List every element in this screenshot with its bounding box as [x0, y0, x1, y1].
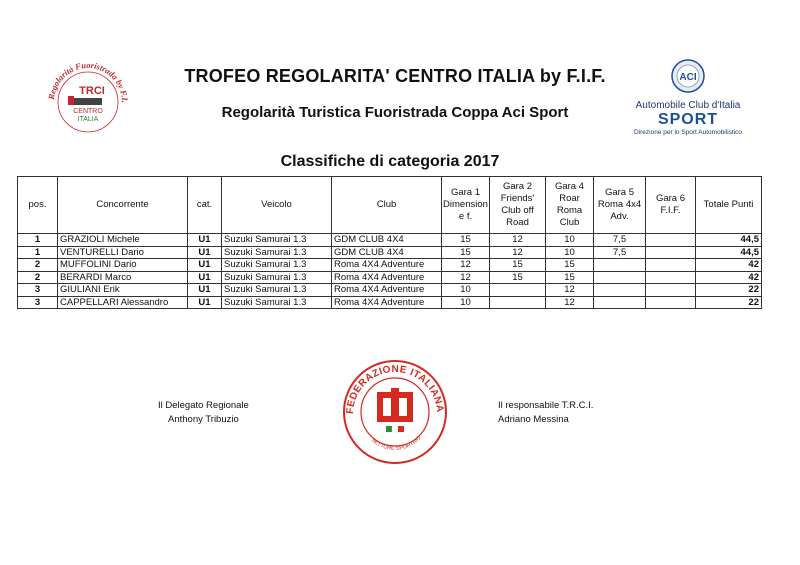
cell-g6	[646, 296, 696, 309]
cell-total: 42	[696, 271, 762, 284]
cell-vehicle: Suzuki Samurai 1.3	[222, 271, 332, 284]
cell-g2: 12	[490, 246, 546, 259]
cell-g1: 15	[442, 246, 490, 259]
cell-g1: 12	[442, 259, 490, 272]
cell-cat: U1	[188, 284, 222, 297]
cell-g4: 15	[546, 259, 594, 272]
table-row	[18, 271, 762, 284]
svg-text:SETTORE SPORTIVO	[370, 435, 423, 452]
table-row	[18, 284, 762, 297]
trci-brand: TRCI	[79, 85, 105, 97]
cell-g6	[646, 246, 696, 259]
col-concorrente: Concorrente	[58, 177, 188, 234]
cell-g6	[646, 271, 696, 284]
page-title: TROFEO REGOLARITA' CENTRO ITALIA by F.I.F.	[184, 66, 606, 86]
cell-g6	[646, 234, 696, 247]
cell-pos: 2	[18, 271, 58, 284]
cell-name: BERARDI Marco	[58, 271, 188, 284]
cell-cat: U1	[188, 234, 222, 247]
cell-vehicle: Suzuki Samurai 1.3	[222, 259, 332, 272]
cell-total: 22	[696, 284, 762, 297]
italian-flag-icon	[386, 426, 404, 432]
cell-g1: 12	[442, 271, 490, 284]
trci-centro: CENTRO	[73, 108, 103, 115]
cell-pos: 3	[18, 296, 58, 309]
table-row	[18, 234, 762, 247]
fif-logo	[337, 358, 453, 464]
trci-ring-text: Regolarità Fuoristrada by F.I.	[46, 59, 131, 104]
cell-g5: 7,5	[594, 246, 646, 259]
cell-g6	[646, 259, 696, 272]
cell-g4: 10	[546, 246, 594, 259]
cell-pos: 1	[18, 234, 58, 247]
cell-g1: 10	[442, 284, 490, 297]
cell-club: Roma 4X4 Adventure	[332, 284, 442, 297]
fif-emblem-icon	[377, 388, 413, 422]
cell-vehicle: Suzuki Samurai 1.3	[222, 246, 332, 259]
cell-pos: 3	[18, 284, 58, 297]
cell-total: 44,5	[696, 246, 762, 259]
table-header-row	[18, 177, 762, 234]
fif-ring-text: FEDERAZIONE ITALIANA	[344, 363, 446, 415]
cell-club: GDM CLUB 4X4	[332, 246, 442, 259]
cell-g4: 12	[546, 296, 594, 309]
cell-cat: U1	[188, 296, 222, 309]
col-gara1: Gara 1 Dimension e f.	[442, 177, 490, 234]
aci-direction: Direzione per lo Sport Automobilistico	[633, 129, 743, 136]
cell-name: VENTURELLI Dario	[58, 246, 188, 259]
right-name: Adriano Messina	[498, 414, 569, 425]
col-gara4: Gara 4 Roar Roma Club	[546, 177, 594, 234]
table-row	[18, 259, 762, 272]
cell-vehicle: Suzuki Samurai 1.3	[222, 284, 332, 297]
cell-pos: 2	[18, 259, 58, 272]
signature-right	[498, 399, 638, 427]
cell-g2	[490, 284, 546, 297]
cell-vehicle: Suzuki Samurai 1.3	[222, 234, 332, 247]
table-row	[18, 246, 762, 259]
cell-name: MUFFOLINI Dario	[58, 259, 188, 272]
cell-g1: 15	[442, 234, 490, 247]
cell-cat: U1	[188, 271, 222, 284]
col-pos: pos.	[18, 177, 58, 234]
cell-g2	[490, 296, 546, 309]
cell-cat: U1	[188, 259, 222, 272]
cell-name: CAPPELLARI Alessandro	[58, 296, 188, 309]
cell-name: GRAZIOLI Michele	[58, 234, 188, 247]
col-veicolo: Veicolo	[222, 177, 332, 234]
cell-g5	[594, 259, 646, 272]
cell-g6	[646, 284, 696, 297]
cell-g5: 7,5	[594, 234, 646, 247]
cell-name: GIULIANI Erik	[58, 284, 188, 297]
fif-bottom-text: SETTORE SPORTIVO	[369, 435, 423, 453]
trci-italia: ITALIA	[77, 116, 99, 123]
trci-logo	[40, 58, 136, 138]
results-table	[17, 176, 762, 309]
cell-vehicle: Suzuki Samurai 1.3	[222, 296, 332, 309]
cell-club: GDM CLUB 4X4	[332, 234, 442, 247]
col-cat: cat.	[188, 177, 222, 234]
cell-club: Roma 4X4 Adventure	[332, 296, 442, 309]
cell-club: Roma 4X4 Adventure	[332, 259, 442, 272]
aci-sport-word: SPORT	[657, 111, 719, 128]
col-club: Club	[332, 177, 442, 234]
cell-club: Roma 4X4 Adventure	[332, 271, 442, 284]
table-row	[18, 296, 762, 309]
cell-g2: 12	[490, 234, 546, 247]
cell-g1: 10	[442, 296, 490, 309]
aci-badge-text: ACI	[679, 72, 697, 83]
cell-total: 22	[696, 296, 762, 309]
cell-g2: 15	[490, 259, 546, 272]
left-role: Il Delegato Regionale	[158, 400, 249, 411]
page-subtitle: Regolarità Turistica Fuoristrada Coppa Aci Sport	[221, 104, 569, 121]
col-totale: Totale Punti	[696, 177, 762, 234]
cell-pos: 1	[18, 246, 58, 259]
right-role: Il responsabile T.R.C.I.	[498, 400, 594, 411]
cell-cat: U1	[188, 246, 222, 259]
col-gara6: Gara 6 F.I.F.	[646, 177, 696, 234]
cell-total: 42	[696, 259, 762, 272]
col-gara2: Gara 2 Friends' Club off Road	[490, 177, 546, 234]
aci-badge-icon	[628, 58, 748, 98]
aci-club-name: Automobile Club d'Italia	[635, 100, 741, 111]
cell-g4: 15	[546, 271, 594, 284]
left-name: Anthony Tribuzio	[168, 414, 239, 425]
cell-g4: 10	[546, 234, 594, 247]
cell-g5	[594, 284, 646, 297]
cell-g2: 15	[490, 271, 546, 284]
aci-text-block	[628, 100, 748, 136]
cell-total: 44,5	[696, 234, 762, 247]
cell-g5	[594, 296, 646, 309]
cell-g4: 12	[546, 284, 594, 297]
col-gara5: Gara 5 Roma 4x4 Adv.	[594, 177, 646, 234]
category-title: Classifiche di categoria 2017	[280, 153, 500, 170]
signature-left	[158, 399, 268, 427]
cell-g5	[594, 271, 646, 284]
